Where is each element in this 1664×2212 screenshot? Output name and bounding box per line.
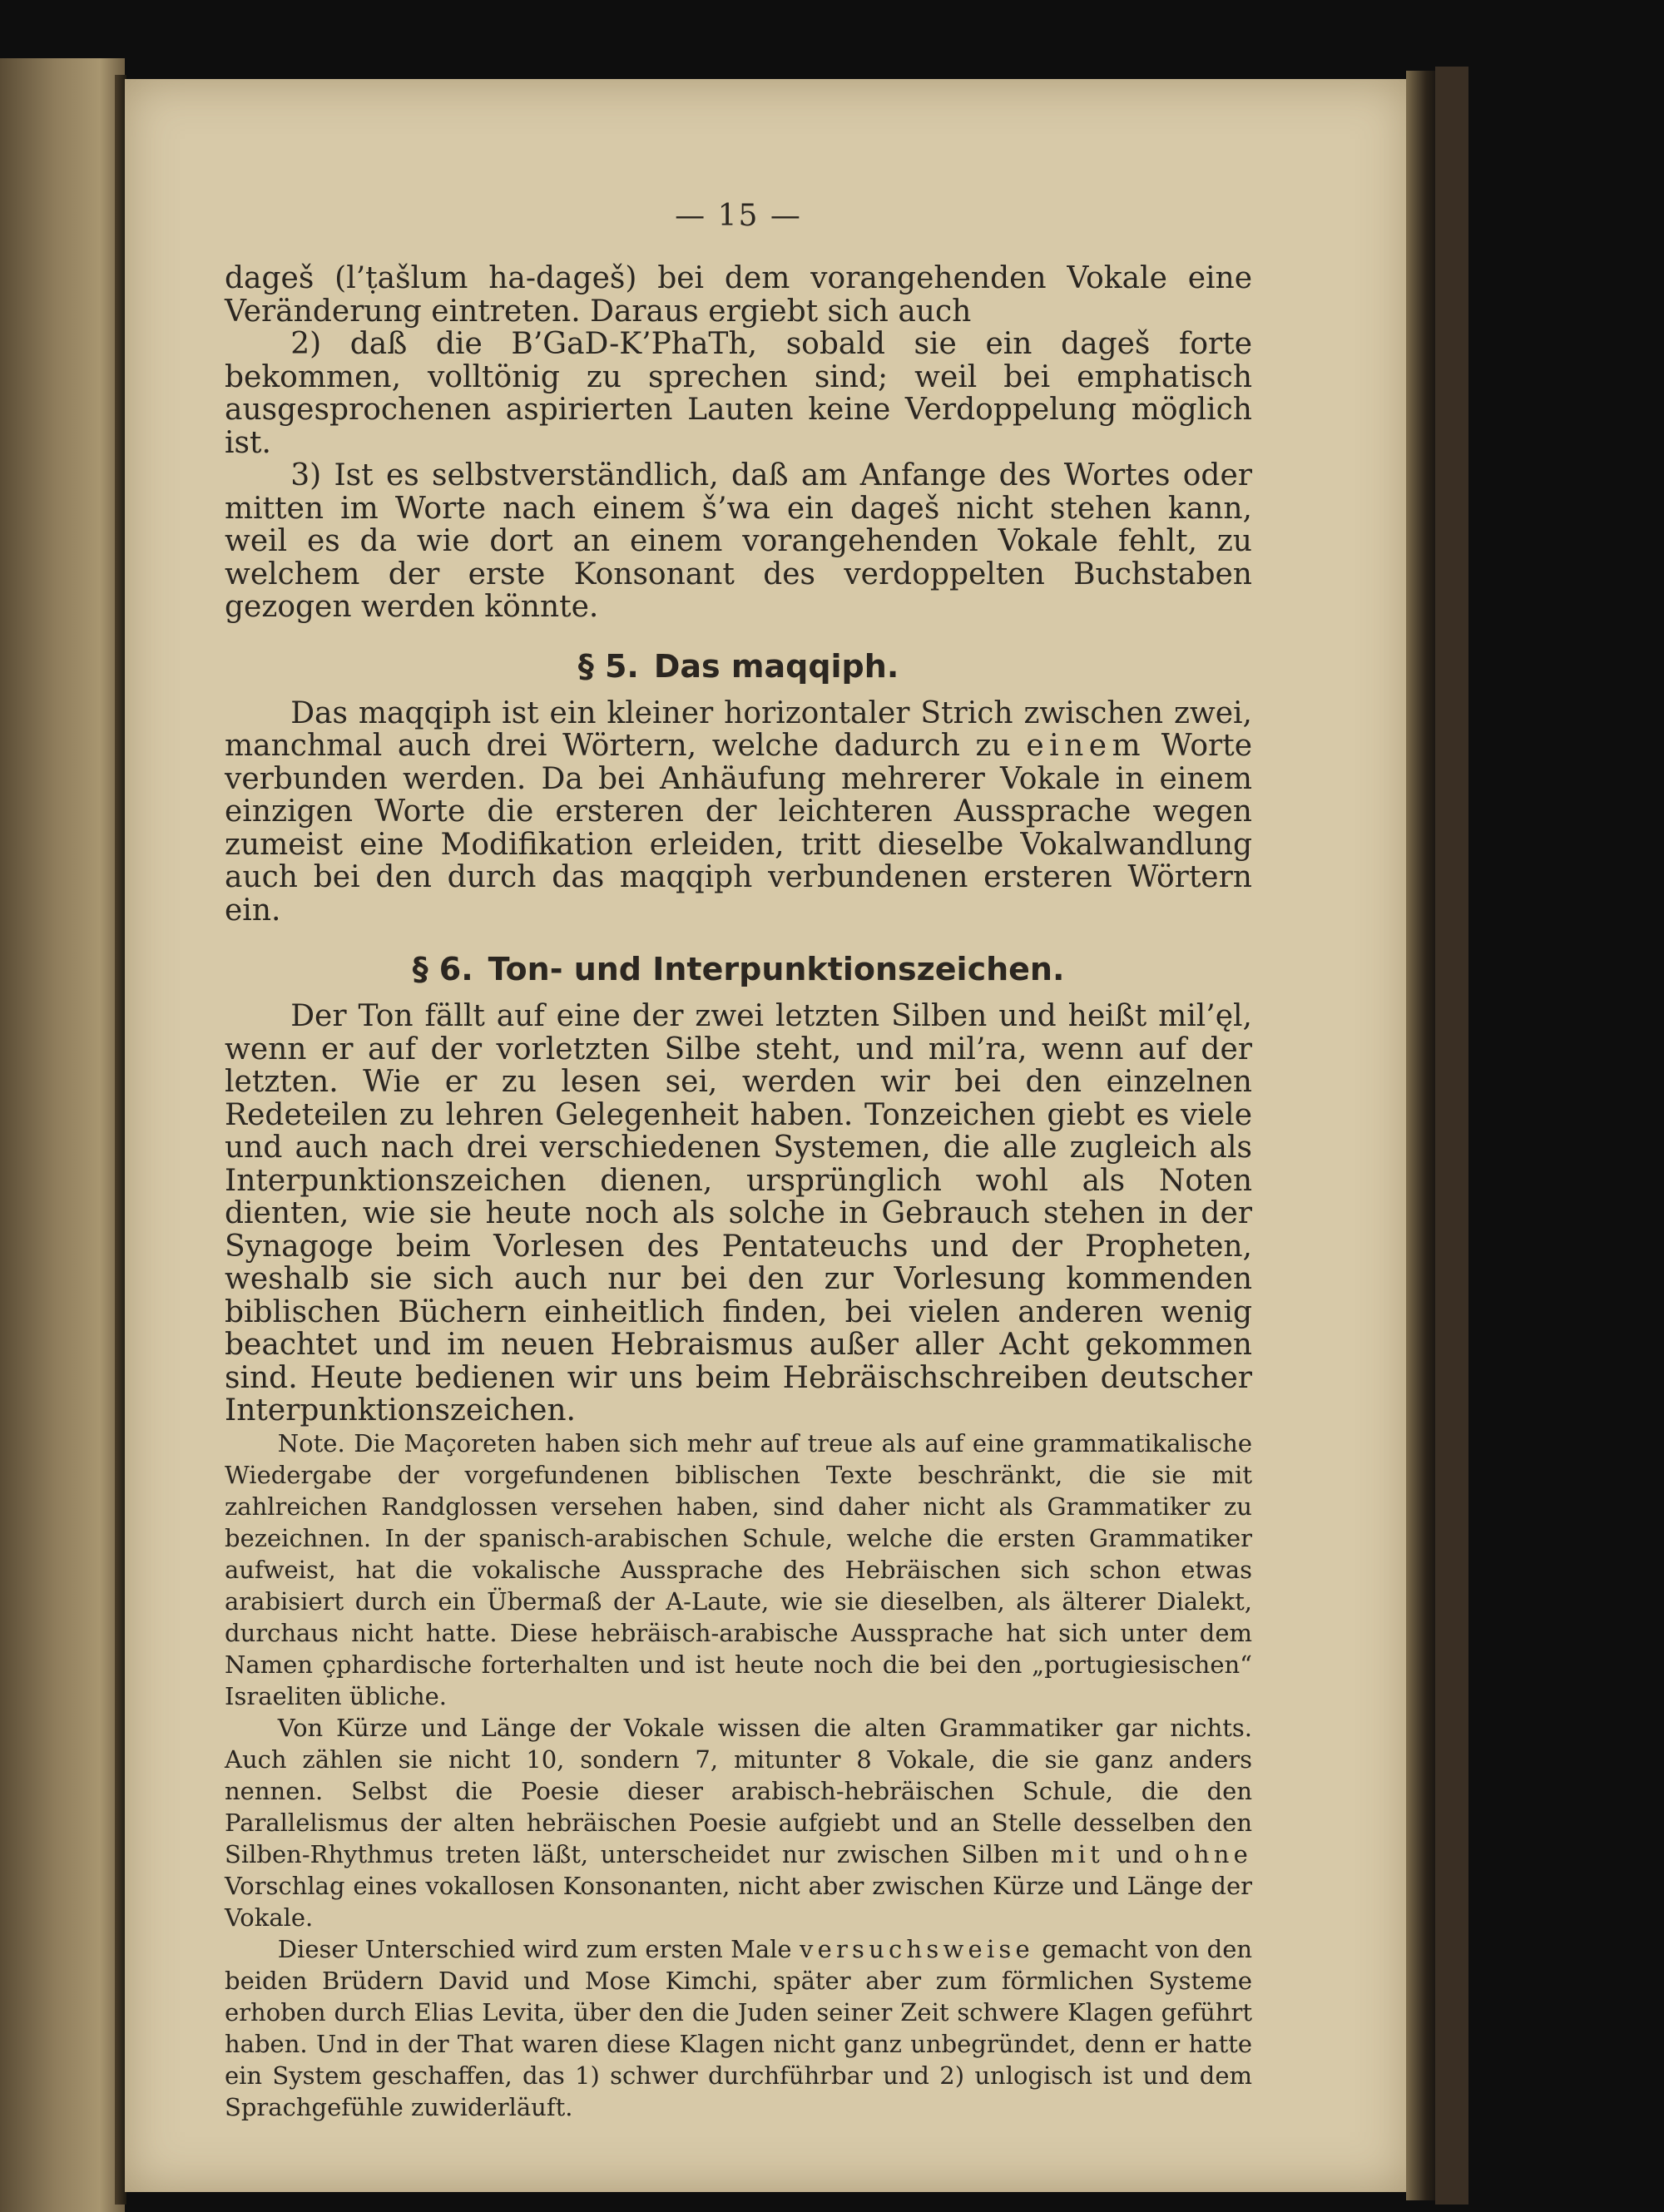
page-number: — 15 —	[675, 199, 802, 233]
book-spine-edge	[1406, 71, 1439, 2200]
page-text	[225, 195, 1252, 2123]
note-2-emphasis-mit: mit	[1050, 1839, 1104, 1868]
note-2-text-a: Von Kürze und Länge der Vokale wissen die alten Grammatiker gar nichts. Auch zählen sie nicht 10, sondern 7, mitunter 8 Vokale, die sie ganz anders nennen. Selbst die Poesie dieser arabisch-hebräischen Schule, die den Parallelismus der alten hebräischen Poesie aufgiebt und an Stelle desselben den Silben-Rhythmus treten läßt, unterscheidet nur zwischen Silben	[225, 1713, 1252, 1868]
intro-paragraph: dageš (l’ṭašlum ha-dageš) bei dem vorangehenden Vokale eine Veränderung eintreten. Daraus ergiebt sich auch	[225, 261, 1252, 329]
note-text: Die Maçoreten haben sich mehr auf treue als auf eine grammatikalische Wiedergabe der vorgefundenen biblischen Texte beschränkt, die sie mit zahlreichen Randglossen versehen haben, sind daher nicht als Grammatiker zu bezeichnen. In der spanisch-arabischen Schule, welche die ersten Grammatiker aufweist, hat die vokalische Aussprache des Hebräischen sich schon etwas arabisiert durch ein Übermaß der A-Laute, wie sie dieselben, als älterer Dialekt, durchaus nicht hatte. Diese hebräisch-arabische Aussprache hat sich unter dem Namen çphardische forterhalten und ist heute noch die bei den „portugiesischen“ Israeliten übliche.	[225, 1428, 1252, 1710]
section-5-title: Das maqqiph.	[653, 647, 899, 685]
section-5-text-b: Worte verbunden werden. Da bei Anhäufung mehrerer Vokale in einem einzigen Worte die ersteren der leichteren Aussprache wegen zumeist eine Modifikation erleiden, tritt dieselbe Vokalwandlung auch bei den durch das maqqiph verbundenen ersteren Wörtern ein.	[225, 729, 1252, 928]
point-3-paragraph: 3) Ist es selbstverständlich, daß am Anfange des Wortes oder mitten im Worte nach einem š’wa ein dageš nicht stehen kann, weil es da wie dort an einem vorangehenden Vokale fehlt, zu welchem der erste Konsonant des verdoppelten Buchstaben gezogen werden könnte.	[225, 458, 1252, 624]
left-page-edge	[0, 58, 125, 2212]
note-2-text-b: Vorschlag eines vokallosen Konsonanten, nicht aber zwischen Kürze und Länge der Vokale.	[225, 1871, 1252, 1932]
note-3-text-b: gemacht von den beiden Brüdern David und Mose Kimchi, später aber zum förmlichen Systeme erhoben durch Elias Levita, über den die Juden seiner Zeit schwere Klagen geführt haben. Und in der That waren diese Klagen nicht ganz unbegründet, denn er hatte ein System geschaffen, das 1) schwer durchführbar und 2) unlogisch ist und dem Sprachgefühle zuwiderläuft.	[225, 1934, 1253, 2121]
section-5-paragraph	[225, 697, 1252, 928]
note-paragraph-2	[225, 1712, 1252, 1933]
section-5-text-a: Das maqqiph ist ein kleiner horizontaler Strich zwischen zwei, manchmal auch drei Wörtern, welche dadurch zu	[225, 695, 1252, 763]
note-3-text-a: Dieser Unterschied wird zum ersten Male	[277, 1934, 792, 1963]
section-5-heading	[225, 646, 1252, 687]
section-5-sign: § 5.	[577, 647, 639, 685]
section-6-title: Ton- und Interpunktionszeichen.	[488, 951, 1065, 987]
section-6-sign: § 6.	[412, 951, 473, 987]
note-2-emphasis-ohne: ohne	[1175, 1839, 1253, 1868]
note-3-emphasis: versuchsweise	[799, 1934, 1034, 1963]
section-6-paragraph: Der Ton fällt auf eine der zwei letzten Silben und heißt mil’ęl, wenn er auf der vorletzten Silbe steht, und mil’ra, wenn auf der letzten. Wie er zu lesen sei, werden wir bei den einzelnen Redeteilen zu lehren Gelegenheit haben. Tonzeichen giebt es viele und auch nach drei verschiedenen Systemen, die alle zugleich als Interpunktionszeichen dienen, ursprünglich wohl als Noten dienten, wie sie heute noch als solche in Gebrauch stehen in der Synagoge beim Vorlesen des Pentateuchs und der Propheten, weshalb sie sich auch nur bei den zur Vorlesung kommenden biblischen Büchern einheitlich finden, bei vielen anderen wenig beachtet und im neuen Hebraismus außer aller Acht gekommen sind. Heute bedienen wir uns beim Hebräischschreiben deutscher Interpunktionszeichen.	[225, 999, 1252, 1428]
point-2-paragraph: 2) daß die B’GaD-K’PhaTh, sobald sie ein dageš forte bekommen, volltönig zu sprechen sind; weil bei emphatisch ausgesprochenen aspirierten Lauten keine Verdoppelung möglich ist.	[225, 327, 1252, 460]
note-label: Note.	[277, 1428, 345, 1457]
section-5-emphasis: einem	[1026, 729, 1146, 763]
note-paragraph	[225, 1428, 1252, 1712]
section-6-heading	[225, 948, 1252, 990]
note-paragraph-3	[225, 1933, 1252, 2123]
book-cover-board	[1435, 67, 1468, 2205]
note-2-und: und	[1116, 1839, 1163, 1868]
